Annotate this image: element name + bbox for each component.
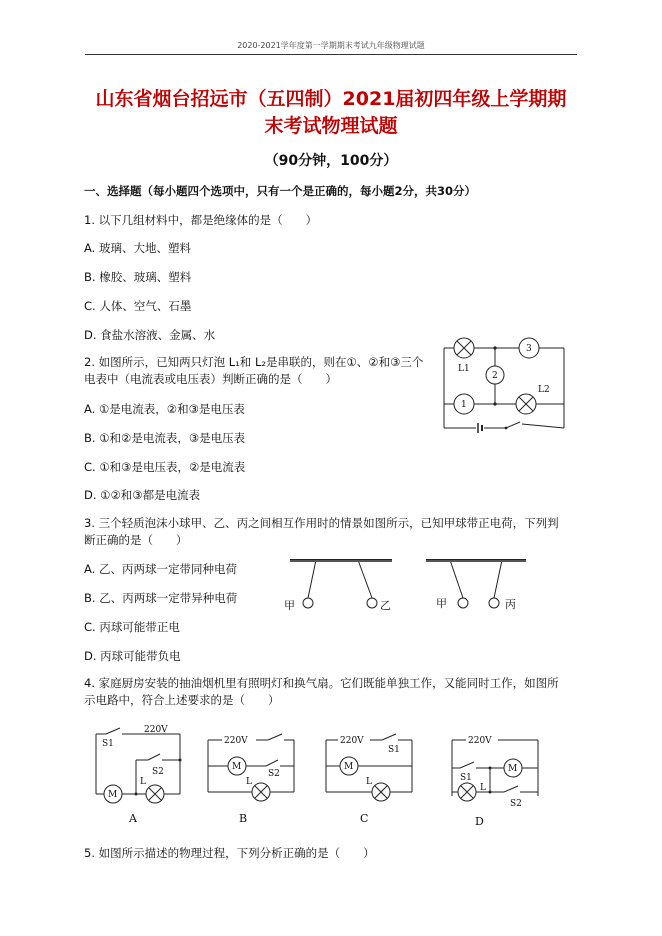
q4-a-s2: S2 (152, 767, 164, 777)
q4-circuit-b (204, 730, 304, 806)
q2-circuit-diagram (440, 336, 570, 436)
q4-b-motor: M (232, 762, 242, 772)
q3-ball-bing-label: 丙 (505, 598, 516, 611)
q4-circuit-d (448, 730, 548, 812)
q4-d-voltage: 220V (468, 736, 492, 746)
q4-label-a: A (129, 812, 137, 825)
q1-stem: 1. 以下几组材料中，都是绝缘体的是（ ） (84, 213, 318, 227)
q4-c-lamp: L (366, 777, 372, 787)
q4-circuit-c (322, 730, 422, 806)
q3-ball-yi-label: 乙 (380, 599, 391, 612)
q4-d-motor: M (508, 764, 518, 774)
q2-option-a: A. ①是电流表，②和③是电压表 (84, 402, 245, 416)
q4-stem-line1: 4. 家庭厨房安装的抽油烟机里有照明灯和换气扇。它们既能单独工作，又能同时工作，如图所 (84, 676, 559, 690)
q4-label-b: B (239, 812, 248, 825)
q3-option-a: A. 乙、丙两球一定带同种电荷 (84, 562, 237, 576)
q4-b-voltage: 220V (224, 736, 248, 746)
q4-d-s1: S1 (460, 773, 472, 783)
q4-stem-line2: 示电路中，符合上述要求的是（ ） (84, 693, 280, 707)
q2-meter-3-label: 3 (526, 344, 532, 354)
time-score: （90分钟，100分） (264, 153, 398, 169)
q4-a-lamp: L (140, 777, 146, 787)
q3-option-b: B. 乙、丙两球一定带异种电荷 (84, 591, 238, 605)
section-heading: 一、选择题（每小题四个选项中，只有一个是正确的，每小题2分，共30分） (84, 184, 477, 198)
q3-charge-diagram (276, 548, 536, 618)
title-line1: 山东省烟台招远市（五四制）2021届初四年级上学期期 (95, 88, 567, 110)
q3-stem-line1: 3. 三个轻质泡沫小球甲、乙、丙之间相互作用时的情景如图所示，已知甲球带正电荷，下列判 (84, 516, 559, 530)
q2-option-d: D. ①②和③都是电流表 (84, 488, 201, 502)
q2-option-b: B. ①和②是电流表，③是电压表 (84, 431, 246, 445)
q2-meter-2-label: 2 (492, 371, 498, 381)
q5-stem: 5. 如图所示描述的物理过程，下列分析正确的是（ ） (84, 846, 375, 860)
q4-a-s1: S1 (102, 739, 114, 749)
q2-meter-1-label: 1 (461, 400, 467, 410)
page-header: 2020-2021学年度第一学期期末考试九年级物理试题 (237, 41, 425, 50)
q3-ball-jia2-label: 甲 (436, 597, 447, 610)
q2-stem-line1: 2. 如图所示，已知两只灯泡 L₁和 L₂是串联的，则在①、②和③三个 (84, 355, 424, 369)
q2-lamp-l1-label: L1 (458, 364, 470, 374)
q4-c-s1: S1 (388, 745, 400, 755)
q1-option-a: A. 玻璃、大地、塑料 (84, 241, 191, 255)
q2-lamp-l2-label: L2 (538, 385, 550, 395)
q3-ball-jia-label: 甲 (284, 599, 295, 612)
q1-option-b: B. 橡胶、玻璃、塑料 (84, 270, 192, 284)
q3-option-c: C. 丙球可能带正电 (84, 620, 180, 634)
q4-d-s2: S2 (510, 799, 522, 809)
q1-option-d: D. 食盐水溶液、金属、水 (84, 328, 216, 342)
q1-option-c: C. 人体、空气、石墨 (84, 299, 192, 313)
q2-stem-line2: 电表中（电流表或电压表）判断正确的是（ ） (84, 372, 337, 386)
q4-label-d: D (475, 815, 484, 828)
q3-option-d: D. 丙球可能带负电 (84, 649, 181, 663)
q4-circuit-a (92, 724, 192, 810)
q3-stem-line2: 断正确的是（ ） (84, 533, 188, 547)
q4-d-lamp: L (480, 783, 486, 793)
q4-a-voltage: 220V (144, 725, 168, 735)
q2-option-c: C. ①和③是电压表，②是电流表 (84, 460, 246, 474)
header-divider (85, 54, 577, 55)
q4-c-voltage: 220V (340, 736, 364, 746)
q4-b-lamp: L (246, 777, 252, 787)
q4-c-motor: M (344, 762, 354, 772)
title-line2: 末考试物理试题 (264, 115, 398, 137)
q4-a-motor: M (108, 790, 118, 800)
q4-label-c: C (360, 812, 369, 825)
q4-b-s2: S2 (268, 769, 280, 779)
